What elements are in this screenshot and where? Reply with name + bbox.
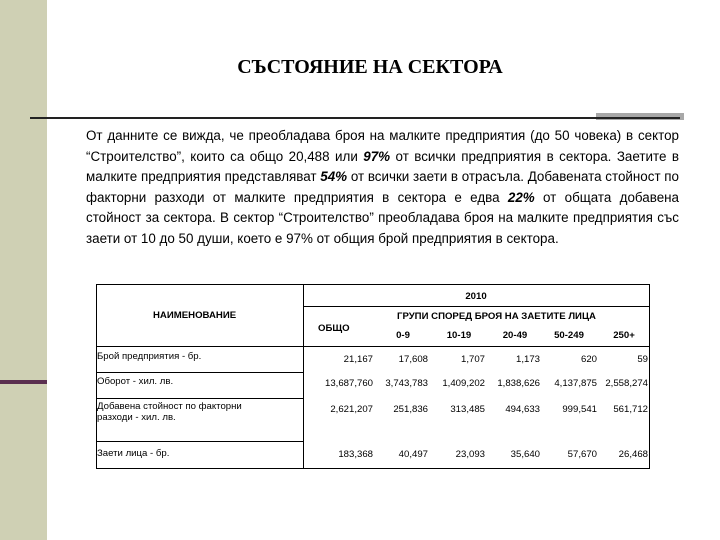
paragraph-part-2: от всички предприятия в сектора. Заетите в малките предприятия представляват	[86, 148, 679, 185]
value-cell: 35,640	[510, 449, 540, 460]
group-header-1: 10-19	[446, 330, 472, 341]
value-cell: 620	[580, 354, 597, 365]
sidebar-decoration	[0, 0, 47, 540]
paragraph-part-4: от общата добавена стойност за сектора. В сектор “Строителство” преобладава броя на малките предприятия със заети от 10 до 50 души, което е 97% от общия брой предприятия в сектора.	[86, 189, 679, 246]
group-header-3: 50-249	[554, 330, 584, 341]
value-cell: 999,541	[562, 404, 597, 415]
value-cell: 59	[637, 354, 648, 365]
row-label-line: Заети лица - бр.	[97, 448, 170, 459]
paragraph-part-3: от всички заети в отрасъла. Добавената стойност по факторни разходи от малките предприятия в сектора е едва	[86, 169, 679, 205]
total-column-header: ОБЩО	[318, 323, 350, 334]
row-label-line: Добавена стойност по факторни	[97, 401, 242, 412]
group-header-2: 20-49	[502, 330, 528, 341]
row-label	[97, 448, 169, 459]
highlight-54-percent: 54%	[320, 169, 348, 185]
statistics-table	[96, 284, 650, 469]
value-cell: 57,670	[567, 449, 597, 460]
sidebar-accent-bar	[0, 380, 47, 384]
highlight-22-percent: 22%	[507, 189, 535, 205]
table-rule-header	[97, 346, 649, 347]
total-cell: 2,621,207	[330, 404, 373, 415]
value-cell: 3,743,783	[385, 378, 428, 389]
row-label	[97, 376, 173, 387]
row-label	[97, 351, 201, 362]
highlight-97-percent: 97%	[363, 148, 391, 164]
total-cell: 21,167	[343, 354, 373, 365]
group-header-0: 0-9	[396, 330, 410, 341]
row-label-line: Оборот - хил. лв.	[97, 376, 174, 387]
row-label-line: разходи - хил. лв.	[97, 412, 176, 423]
value-cell: 26,468	[618, 449, 648, 460]
table-divider-name	[303, 285, 304, 468]
value-cell: 1,173	[515, 354, 540, 365]
table-rule-row-1	[97, 372, 303, 373]
value-cell: 313,485	[450, 404, 485, 415]
title-rule	[30, 117, 680, 119]
total-cell: 183,368	[338, 449, 373, 460]
value-cell: 4,137,875	[554, 378, 597, 389]
body-paragraph	[86, 126, 679, 250]
value-cell: 23,093	[455, 449, 485, 460]
paragraph-part-1: От данните се вижда, че преобладава броя на малките предприятия (до 50 човека) в сектор “Строителство”, които са общо 20,488 или	[86, 128, 679, 164]
table-rule-row-2	[97, 398, 303, 399]
value-cell: 494,633	[505, 404, 540, 415]
total-cell: 13,687,760	[324, 378, 373, 389]
row-label	[97, 401, 242, 423]
year-header: 2010	[465, 291, 487, 302]
group-header-4: 250+	[613, 330, 635, 341]
value-cell: 1,707	[460, 354, 485, 365]
value-cell: 2,558,274	[605, 378, 648, 389]
value-cell: 1,409,202	[442, 378, 485, 389]
value-cell: 251,836	[393, 404, 428, 415]
table-rule-row-3	[97, 441, 303, 442]
name-column-header: НАИМЕНОВАНИЕ	[153, 310, 237, 321]
row-label-line: Брой предприятия - бр.	[97, 351, 202, 362]
value-cell: 40,497	[398, 449, 428, 460]
value-cell: 17,608	[398, 354, 428, 365]
slide-title: СЪСТОЯНИЕ НА СЕКТОРА	[237, 56, 503, 78]
groups-header: ГРУПИ СПОРЕД БРОЯ НА ЗАЕТИТЕ ЛИЦА	[397, 311, 596, 322]
value-cell: 1,838,626	[497, 378, 540, 389]
value-cell: 561,712	[613, 404, 648, 415]
table-rule-year	[303, 306, 649, 307]
